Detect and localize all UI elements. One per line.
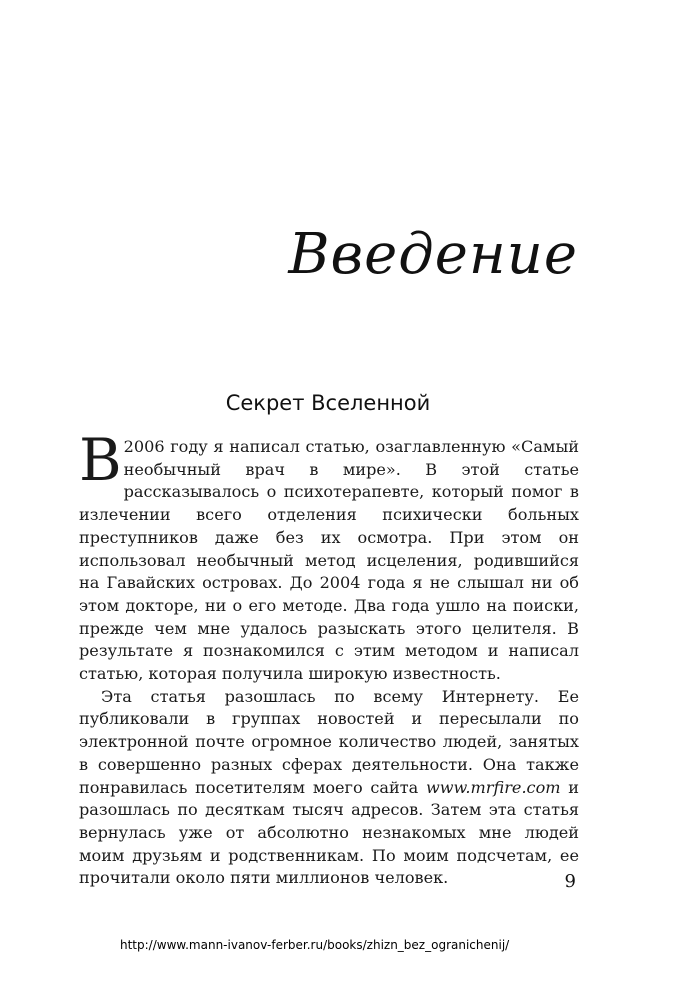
paragraph-1-text: 2006 году я написал статью, озаглавленную «Самый необычный врач в мире». В этой статье рассказывалось о психотерапевте, который помог в излечении всего отделения психически больных преступников даже без их осмотра. При этом он использовал необычный метод исцеления, родившийся на Гавайских островах. До 2004 года я не слышал ни об этом докторе, ни о его методе. Два года ушло на поиски, прежде чем мне удалось разыскать этого целителя. В результате я познакомился с этим методом и написал статью, которая получила широкую известность. xyxy=(79,437,579,684)
footer-url: http://www.mann-ivanov-ferber.ru/books/zhizn_bez_ogranichenij/ xyxy=(120,938,510,952)
drop-cap: В xyxy=(79,426,122,494)
page-number: 9 xyxy=(564,871,576,892)
section-title: Секрет Вселенной xyxy=(225,391,431,415)
paragraph-2 xyxy=(79,686,579,890)
paragraph-2-text-end: и разошлась по десяткам тысяч адресов. Затем эта статья вернулась уже от абсолютно незнакомых мне людей моим друзьям и родственникам. По моим подсчетам, ее прочитали около пяти миллионов человек. xyxy=(79,777,580,888)
body-text xyxy=(79,426,580,890)
paragraph-2-text-start: Эта статья разошлась по всему Интернету. Ее публиковали в группах новостей и пересылали по электронной почте огромное количество людей, занятых в совершенно разных сферах деятельности. Она также понравилась посетителям моего сайта xyxy=(79,686,579,797)
paragraph-1 xyxy=(79,426,579,686)
chapter-title: Введение xyxy=(288,222,578,287)
website-link: www.mrfire.com xyxy=(426,777,561,797)
